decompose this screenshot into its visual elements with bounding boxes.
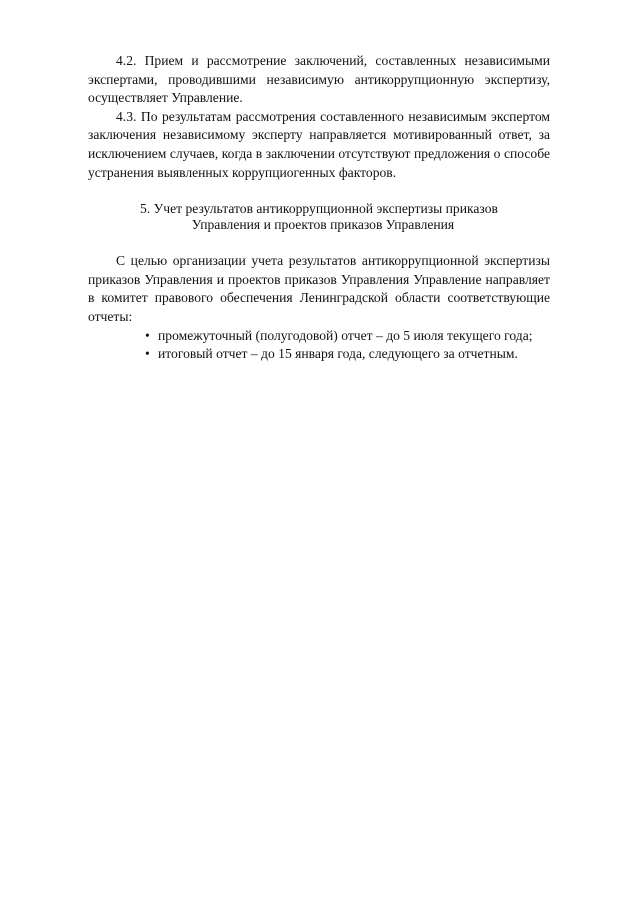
section-5-heading-line-1: 5. Учет результатов антикоррупционной экспертизы приказов [140,201,498,217]
paragraph-5-intro: С целью организации учета результатов антикоррупционной экспертизы приказов Управления и проектов приказов Управления Управление направляет в комитет правового обеспечения Ленинградской области соответствующие отчеты: [88,253,550,324]
report-list [88,327,550,364]
list-item [145,327,550,346]
section-5-heading-line-2: Управления и проектов приказов Управления [191,216,455,232]
paragraph-4-2: 4.2. Прием и рассмотрение заключений, составленных независимыми экспертами, проводившими независимую антикоррупционную экспертизу, осуществляет Управление. [88,53,550,106]
list-item-text: итоговый отчет – до 15 января года, следующего за отчетным. [158,346,518,362]
document-page [88,52,550,364]
bullet-icon: • [145,346,150,362]
bullet-icon: • [145,327,150,343]
paragraph-4-3: 4.3. По результатам рассмотрения составленного независимым экспертом заключения независимому эксперту направляется мотивированный ответ, за исключением случаев, когда в заключении отсутствуют предложения о способе устранения выявленных коррупциогенных факторов. [88,108,550,180]
section-5-heading [88,201,550,232]
list-item-text: промежуточный (полугодовой) отчет – до 5 июля текущего года; [158,327,533,343]
list-item [145,345,550,364]
